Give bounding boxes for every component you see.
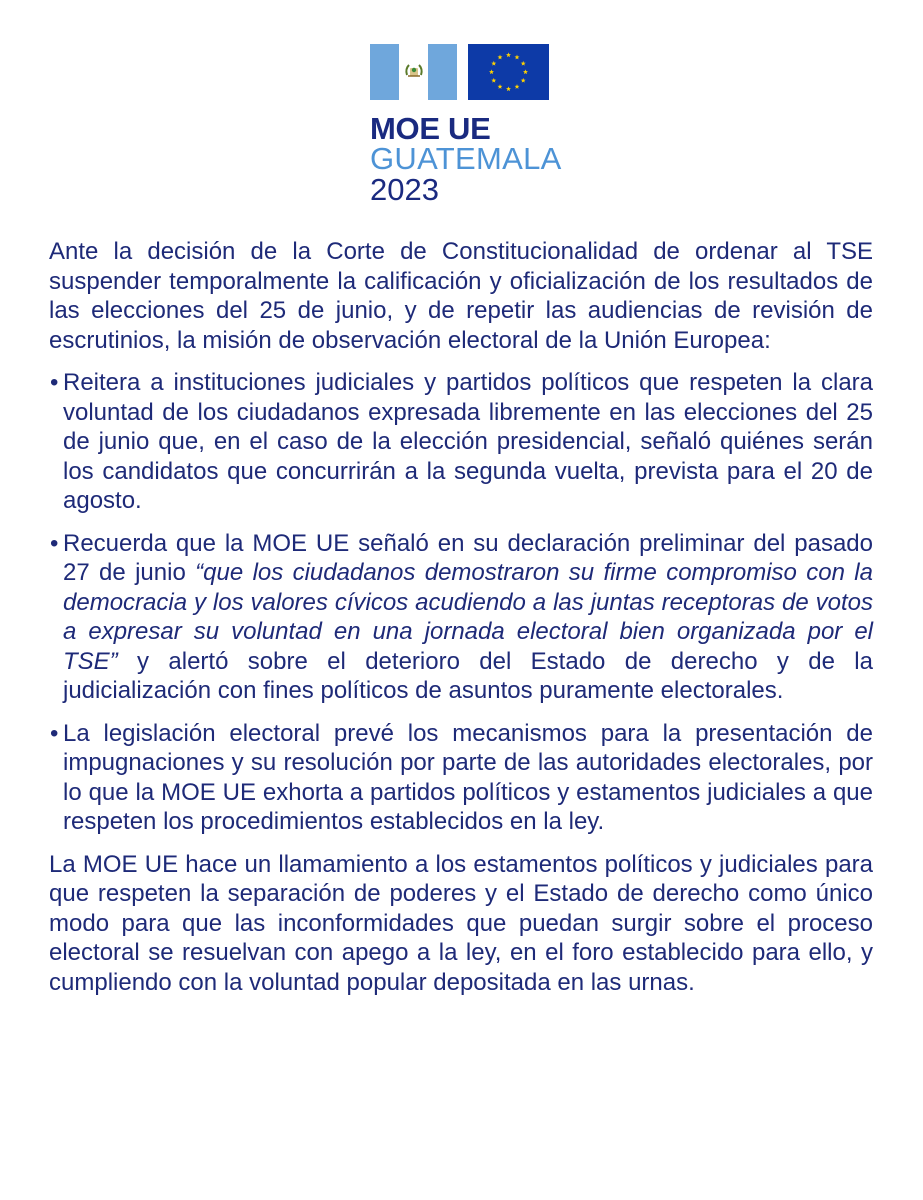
point-text: La legislación electoral prevé los mecanismos para la presentación de impugnaciones y su resolución por parte de las autoridades electorales, por lo que la MOE UE exhorta a partidos políticos y estamentos judiciales a que respeten los procedimientos establecidos en la ley. — [63, 719, 873, 835]
point-text-after: y alertó sobre el deterioro del Estado de derecho y de la judicialización con fines políticos de asuntos puramente electorales. — [63, 647, 873, 704]
eu-flag-icon — [468, 44, 549, 100]
logo-org: MOE UE — [370, 111, 491, 146]
list-item — [49, 529, 873, 706]
point-quote: “que los ciudadanos demostraron su firme compromiso con la democracia y los valores cívicos acudiendo a las juntas receptoras de votos a expresar su voluntad en una jornada electoral bien organizada por el TSE” — [63, 559, 873, 675]
statement-points — [49, 368, 873, 837]
bullet: • — [50, 529, 59, 557]
coat-of-arms-icon — [403, 61, 425, 83]
closing-paragraph: La MOE UE hace un llamamiento a los estamentos políticos y judiciales para que respeten la separación de poderes y el Estado de derecho como único modo para que las inconformidades que puedan surgir sobre el proceso electoral se resuelvan con apego a la ley, en el foro establecido para ello, y cumpliendo con la voluntad popular depositada en las urnas. — [49, 850, 873, 996]
logo-year: 2023 — [370, 172, 439, 207]
list-item — [49, 719, 873, 837]
guatemala-flag-icon — [370, 44, 457, 100]
flags — [370, 44, 610, 100]
logo-country: GUATEMALA — [370, 141, 562, 176]
bullet: • — [50, 719, 59, 747]
bullet: • — [50, 369, 59, 396]
point-text: Reitera a instituciones judiciales y partidos políticos que respeten la clara voluntad de los ciudadanos expresada libremente en las elecciones del 25 de junio que, en el caso de la elección presidencial, señaló quiénes serán los candidatos que concurrirán a la segunda vuelta, prevista para el 20 de agosto. — [63, 369, 873, 514]
moe-ue-logo — [370, 44, 610, 206]
point-text: Recuerda que la MOE UE señaló en su declaración preliminar del pasado 27 de junio — [63, 529, 873, 586]
list-item — [49, 368, 873, 516]
statement — [49, 237, 873, 997]
intro-paragraph: Ante la decisión de la Corte de Constitucionalidad de ordenar al TSE suspender temporalmente la calificación y oficialización de los resultados de las elecciones del 25 de junio, y de repetir las audiencias de revisión de escrutinios, la misión de observación electoral de la Unión Europea: — [49, 238, 873, 354]
